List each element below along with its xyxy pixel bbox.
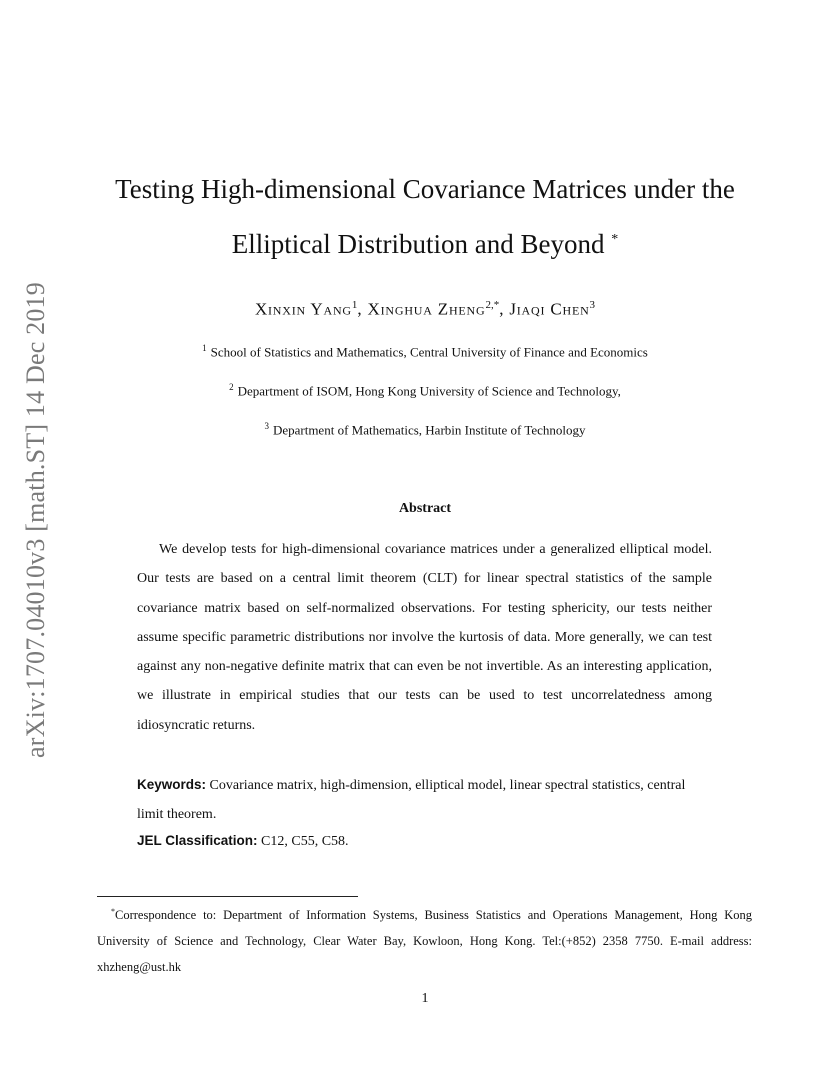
jel-text: C12, C55, C58. <box>261 834 349 849</box>
jel-classification <box>137 833 349 850</box>
author-list <box>90 299 760 320</box>
keywords-label: Keywords: <box>137 777 207 792</box>
author-separator: , <box>499 299 510 319</box>
affiliation-2 <box>90 382 760 399</box>
affiliation-3 <box>90 421 760 438</box>
author-name: Jiaqi Chen <box>509 299 590 319</box>
footnote <box>97 899 752 980</box>
abstract-body: We develop tests for high-dimensional covariance matrices under a generalized elliptical model. Our tests are based on a central limit theorem (CLT) for linear spectral statistics of the sample covariance matrix based on self-normalized observations. For testing sphericity, our tests neither assume specific parametric distributions nor involve the kurtosis of data. More generally, we can test against any non-negative definite matrix that can even be not invertible. As an interesting application, we illustrate in empirical studies that our tests can be used to test uncorrelatedness among idiosyncratic returns. <box>137 542 712 733</box>
author-name: Xinghua Zheng <box>367 299 486 319</box>
author-affiliation-ref: 2,* <box>485 299 500 311</box>
page-number: 1 <box>421 991 429 1006</box>
affiliation-text: Department of Mathematics, Harbin Institute of Technology <box>272 422 586 438</box>
affiliation-text: School of Statistics and Mathematics, Central University of Finance and Economics <box>210 344 648 360</box>
footnote-marker: * <box>111 907 115 916</box>
keywords <box>137 771 712 829</box>
author-affiliation-ref: 3 <box>589 299 596 311</box>
author-separator: , <box>357 299 368 319</box>
author-affiliation-ref: 1 <box>351 299 358 311</box>
paper-title-line-1: Testing High-dimensional Covariance Matrices under the <box>115 174 735 204</box>
affiliation-1 <box>90 343 760 360</box>
affiliation-number: 3 <box>264 421 269 431</box>
author-name: Xinxin Yang <box>254 299 352 319</box>
affiliation-number: 2 <box>229 382 234 392</box>
abstract-heading: Abstract <box>398 501 452 516</box>
footnote-divider <box>97 896 358 897</box>
title-footnote-marker: * <box>611 232 619 247</box>
affiliation-number: 1 <box>202 343 207 353</box>
affiliation-text: Department of ISOM, Hong Kong University of Science and Technology, <box>237 383 621 399</box>
arxiv-identifier: arXiv:1707.04010v3 [math.ST] 14 Dec 2019 <box>21 282 50 758</box>
paper-title-text: Elliptical Distribution and Beyond <box>231 229 605 259</box>
paper-title-line-2 <box>90 231 760 258</box>
keywords-text: Covariance matrix, high-dimension, elliptical model, linear spectral statistics, central limit theorem. <box>137 778 686 822</box>
footnote-text: Correspondence to: Department of Information Systems, Business Statistics and Operations Management, Hong Kong University of Science and Technology, Clear Water Bay, Kowloon, Hong Kong. Tel:(+852) 2358 7750. E-mail address: xhzheng@ust.hk <box>97 908 752 975</box>
jel-label: JEL Classification: <box>137 833 258 848</box>
